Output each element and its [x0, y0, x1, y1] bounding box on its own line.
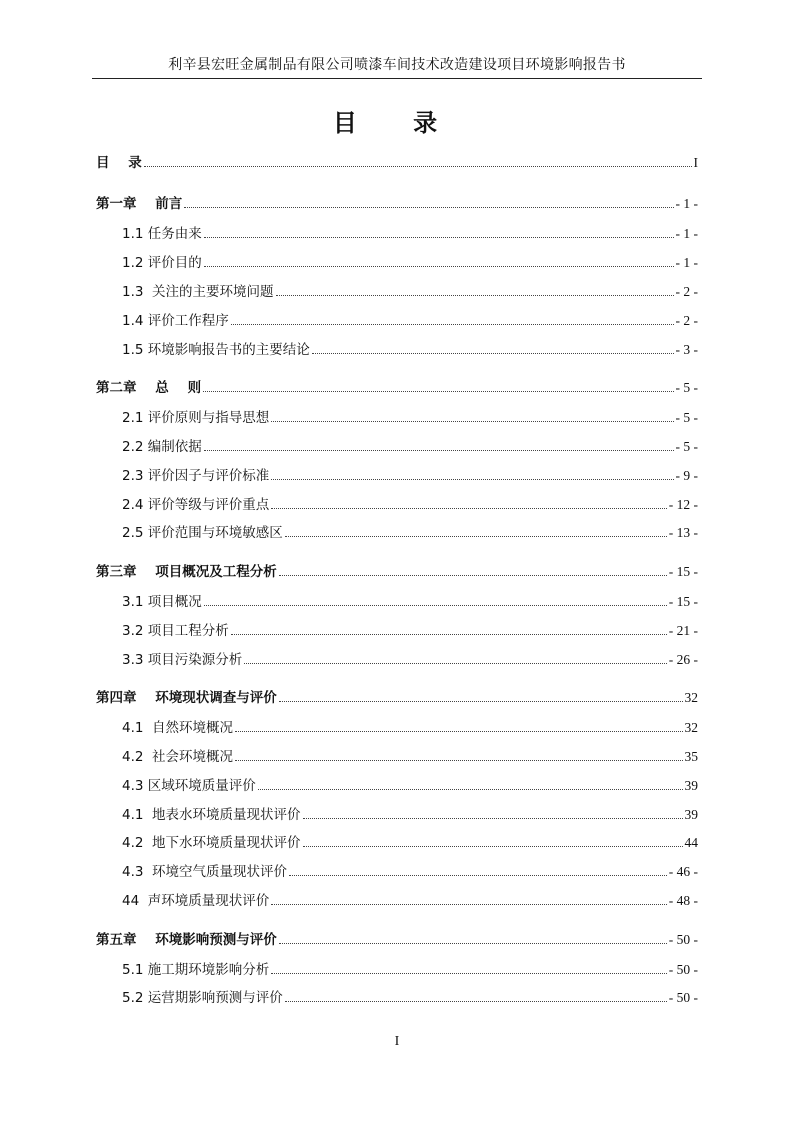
- toc-label: 2.4 评价等级与评价重点: [122, 497, 270, 513]
- toc-label: 1.5 环境影响报告书的主要结论: [122, 342, 310, 358]
- toc-page-number: 39: [684, 807, 698, 822]
- toc-page-number: - 3 -: [675, 342, 698, 357]
- toc-entry[interactable]: [122, 280, 698, 302]
- toc-entry[interactable]: [122, 774, 698, 796]
- dot-leader: [144, 166, 692, 167]
- toc-entry-contents[interactable]: [96, 151, 698, 173]
- toc-page-number: - 2 -: [675, 284, 698, 299]
- dot-leader: [285, 536, 667, 537]
- toc-entry[interactable]: [122, 590, 698, 612]
- dot-leader: [271, 973, 666, 974]
- dot-leader: [279, 575, 667, 576]
- toc-entry[interactable]: [122, 493, 698, 515]
- toc-page-number: 32: [684, 720, 698, 735]
- page-number-footer: I: [394, 1034, 400, 1049]
- page-header: 利辛县宏旺金属制品有限公司喷漆车间技术改造建设项目环境影响报告书: [92, 54, 702, 79]
- toc-entry[interactable]: [122, 716, 698, 738]
- toc-entry[interactable]: [122, 464, 698, 486]
- dot-leader: [303, 846, 683, 847]
- toc-entry[interactable]: [122, 406, 698, 428]
- toc-label: 目 录: [96, 155, 142, 171]
- toc-label: 1.2 评价目的: [122, 255, 202, 271]
- toc-page-number: - 9 -: [675, 468, 698, 483]
- dot-leader: [231, 324, 674, 325]
- dot-leader: [235, 731, 682, 732]
- toc-label: 1.4 评价工作程序: [122, 313, 229, 329]
- dot-leader: [312, 353, 674, 354]
- toc-label: 2.5 评价范围与环境敏感区: [122, 525, 283, 541]
- toc-label: 2.1 评价原则与指导思想: [122, 410, 270, 426]
- dot-leader: [184, 207, 673, 208]
- dot-leader: [279, 943, 667, 944]
- toc-title: 目 录: [332, 108, 462, 137]
- toc-entry[interactable]: [122, 222, 698, 244]
- toc-entry[interactable]: [122, 619, 698, 641]
- toc-entry[interactable]: [122, 831, 698, 853]
- toc-entry[interactable]: [122, 338, 698, 360]
- dot-leader: [204, 237, 674, 238]
- toc-entry[interactable]: [122, 309, 698, 331]
- toc-page-number: - 50 -: [668, 990, 698, 1005]
- toc-page-number: - 1 -: [675, 226, 698, 241]
- toc-page-number: - 5 -: [675, 410, 698, 425]
- toc-page-number: 35: [684, 749, 698, 764]
- dot-leader: [235, 760, 682, 761]
- dot-leader: [204, 605, 667, 606]
- dot-leader: [271, 421, 673, 422]
- toc-entry[interactable]: [122, 860, 698, 882]
- toc-label: 4.1 自然环境概况: [122, 720, 234, 736]
- toc-label: 3.1 项目概况: [122, 594, 202, 610]
- dot-leader: [271, 904, 666, 905]
- toc-label: 2.3 评价因子与评价标准: [122, 468, 270, 484]
- dot-leader: [244, 663, 666, 664]
- toc-entry-chapter-5[interactable]: [96, 928, 698, 950]
- toc-page-number: - 21 -: [668, 623, 698, 638]
- toc-page-number: - 1 -: [675, 255, 698, 270]
- toc-page-number: - 15 -: [668, 564, 698, 579]
- toc-page-number: I: [693, 155, 698, 170]
- dot-leader: [289, 875, 667, 876]
- toc-page-number: 39: [684, 778, 698, 793]
- toc-label: 1.3 关注的主要环境问题: [122, 284, 274, 300]
- dot-leader: [271, 508, 666, 509]
- dot-leader: [258, 789, 683, 790]
- toc-label: 4.2 社会环境概况: [122, 749, 234, 765]
- toc-page-number: - 50 -: [668, 932, 698, 947]
- toc-entry-chapter-1[interactable]: [96, 192, 698, 214]
- dot-leader: [271, 479, 673, 480]
- toc-entry[interactable]: [122, 803, 698, 825]
- toc-page-number: 32: [684, 690, 698, 705]
- toc-label: 第一章 前言: [96, 196, 183, 212]
- toc-label: 4.1 地表水环境质量现状评价: [122, 807, 301, 823]
- toc-label: 4.2 地下水环境质量现状评价: [122, 835, 301, 851]
- toc-page-number: - 2 -: [675, 313, 698, 328]
- toc-label: 第五章 环境影响预测与评价: [96, 932, 277, 948]
- toc-page-number: - 50 -: [668, 962, 698, 977]
- toc-page-number: - 13 -: [668, 525, 698, 540]
- toc-label: 第二章 总 则: [96, 380, 202, 396]
- toc-label: 2.2 编制依据: [122, 439, 202, 455]
- toc-label: 3.3 项目污染源分析: [122, 652, 243, 668]
- dot-leader: [279, 701, 683, 702]
- toc-label: 44 声环境质量现状评价: [122, 893, 270, 909]
- toc-page-number: 44: [684, 835, 698, 850]
- toc-page-number: - 1 -: [675, 196, 698, 211]
- toc-label: 1.1 任务由来: [122, 226, 202, 242]
- toc-entry[interactable]: [122, 648, 698, 670]
- toc-label: 4.3 环境空气质量现状评价: [122, 864, 288, 880]
- toc-entry-chapter-3[interactable]: [96, 560, 698, 582]
- dot-leader: [204, 266, 674, 267]
- dot-leader: [231, 634, 667, 635]
- toc-page-number: - 26 -: [668, 652, 698, 667]
- toc-entry[interactable]: [122, 745, 698, 767]
- toc-entry[interactable]: [122, 986, 698, 1008]
- toc-entry[interactable]: [122, 435, 698, 457]
- toc-label: 3.2 项目工程分析: [122, 623, 229, 639]
- toc-entry-chapter-4[interactable]: [96, 686, 698, 708]
- toc-page-number: - 5 -: [675, 439, 698, 454]
- toc-entry-chapter-2[interactable]: [96, 376, 698, 398]
- toc-page-number: - 12 -: [668, 497, 698, 512]
- dot-leader: [203, 391, 673, 392]
- dot-leader: [276, 295, 674, 296]
- toc-label: 第四章 环境现状调查与评价: [96, 690, 277, 706]
- toc-page-number: - 15 -: [668, 594, 698, 609]
- toc-page-number: - 48 -: [668, 893, 698, 908]
- toc-label: 4.3 区域环境质量评价: [122, 778, 256, 794]
- dot-leader: [285, 1001, 667, 1002]
- toc-entry[interactable]: [122, 251, 698, 273]
- toc-page-number: - 5 -: [675, 380, 698, 395]
- toc-entry[interactable]: [122, 958, 698, 980]
- toc-entry[interactable]: [122, 889, 698, 911]
- dot-leader: [303, 818, 683, 819]
- toc-entry[interactable]: [122, 521, 698, 543]
- toc-label: 5.2 运营期影响预测与评价: [122, 990, 283, 1006]
- dot-leader: [204, 450, 674, 451]
- toc-page-number: - 46 -: [668, 864, 698, 879]
- toc-label: 第三章 项目概况及工程分析: [96, 564, 277, 580]
- toc-label: 5.1 施工期环境影响分析: [122, 962, 270, 978]
